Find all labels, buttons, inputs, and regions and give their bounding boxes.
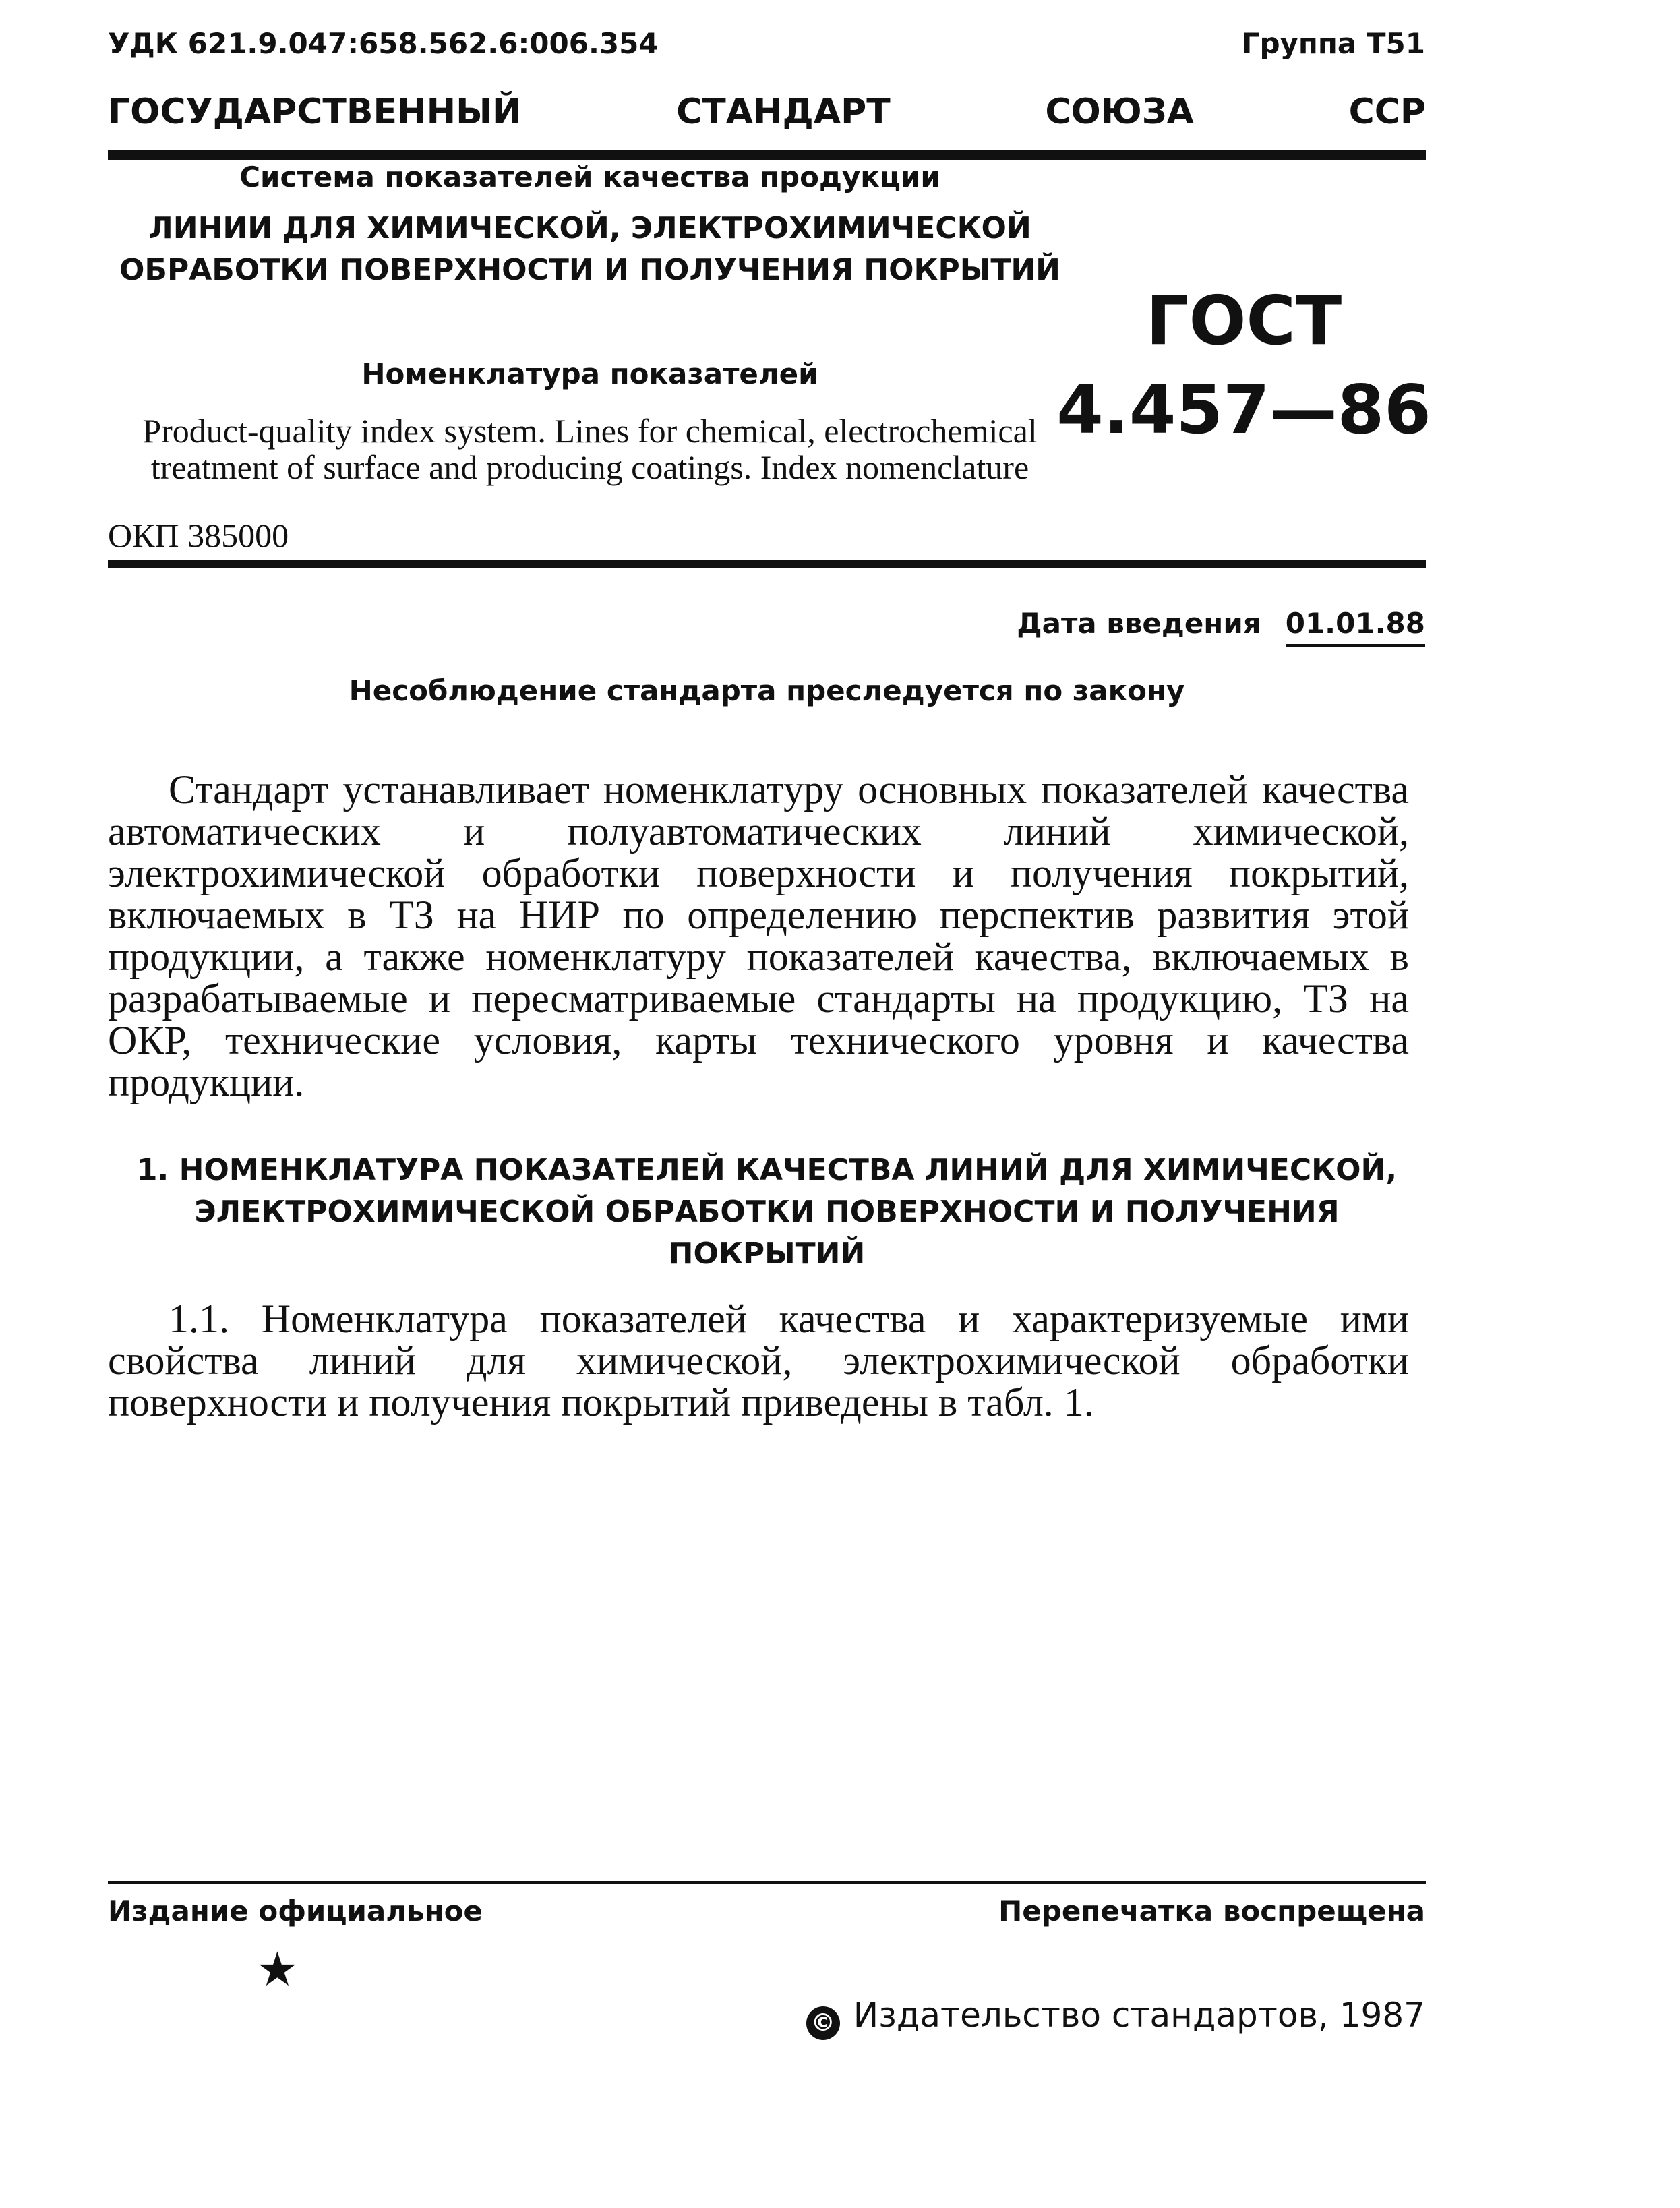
header-rule [108,150,1426,160]
intro-paragraph: Стандарт устанавливает номенклатуру основных показателей качества автоматических и полуавтоматических линий химической, электрохимической обработки поверхности и получения покрытий, включаемых в ТЗ на НИР по определению перспектив развития этой продукции, а также номенклатуру показателей качества, включаемых в разрабатываемые и пересматриваемые стандарты на продукцию, ТЗ на ОКР, технические условия, карты технического уровня и качества продукции. [108,767,1409,1104]
system-title: Система показателей качества продукции [239,160,940,193]
footer-rule [108,1881,1426,1884]
gost-number: 4.457—86 [1056,370,1431,449]
intro-date [1017,607,1425,640]
star-icon: ★ [256,1942,299,1997]
udk-code: УДК 621.9.047:658.562.6:006.354 [108,27,659,60]
gost-label: ГОСТ [1145,281,1342,360]
header-word-3: СОЮЗА [1045,92,1194,132]
paragraph-1-1: 1.1. Номенклатура показателей качества и характеризуемые ими свойства линий для химической, электрохимической обработки поверхности и получения покрытий приведены в табл. 1. [108,1296,1409,1425]
intro-date-label: Дата введения [1017,607,1261,640]
publisher-text: Издательство стандартов, 1987 [853,1996,1425,2035]
copyright-icon: © [806,2006,840,2040]
okp-code: ОКП 385000 [108,516,289,554]
publisher-line [806,1996,1425,2040]
gost-designation [1011,276,1476,454]
reprint-note: Перепечатка воспрещена [998,1894,1425,1928]
intro-date-value: 01.01.88 [1286,607,1425,647]
standard-header [108,92,1426,132]
header-word-1: ГОСУДАРСТВЕННЫЙ [108,92,522,132]
section-1-title: 1. НОМЕНКЛАТУРА ПОКАЗАТЕЛЕЙ КАЧЕСТВА ЛИНИЙ ДЛЯ ХИМИЧЕСКОЙ, ЭЛЕКТРОХИМИЧЕСКОЙ ОБРАБОТКИ ПОВЕРХНОСТИ И ПОЛУЧЕНИЯ ПОКРЫТИЙ [136,1153,1398,1271]
group-code: Группа Т51 [1241,27,1425,60]
title-block-rule [108,560,1426,568]
header-word-4: ССР [1348,92,1426,132]
edition-note: Издание официальное [108,1894,483,1928]
header-word-2: СТАНДАРТ [676,92,891,132]
document-title: ЛИНИИ ДЛЯ ХИМИЧЕСКОЙ, ЭЛЕКТРОХИМИЧЕСКОЙ ОБРАБОТКИ ПОВЕРХНОСТИ И ПОЛУЧЕНИЯ ПОКРЫТИЙ [119,211,1060,287]
document-subtitle: Номенклатура показателей [361,357,818,390]
law-notice: Несоблюдение стандарта преследуется по закону [349,674,1185,707]
english-title: Product-quality index system. Lines for chemical, electrochemical treatment of surface and producing coatings. Index nomenclature [142,412,1038,486]
